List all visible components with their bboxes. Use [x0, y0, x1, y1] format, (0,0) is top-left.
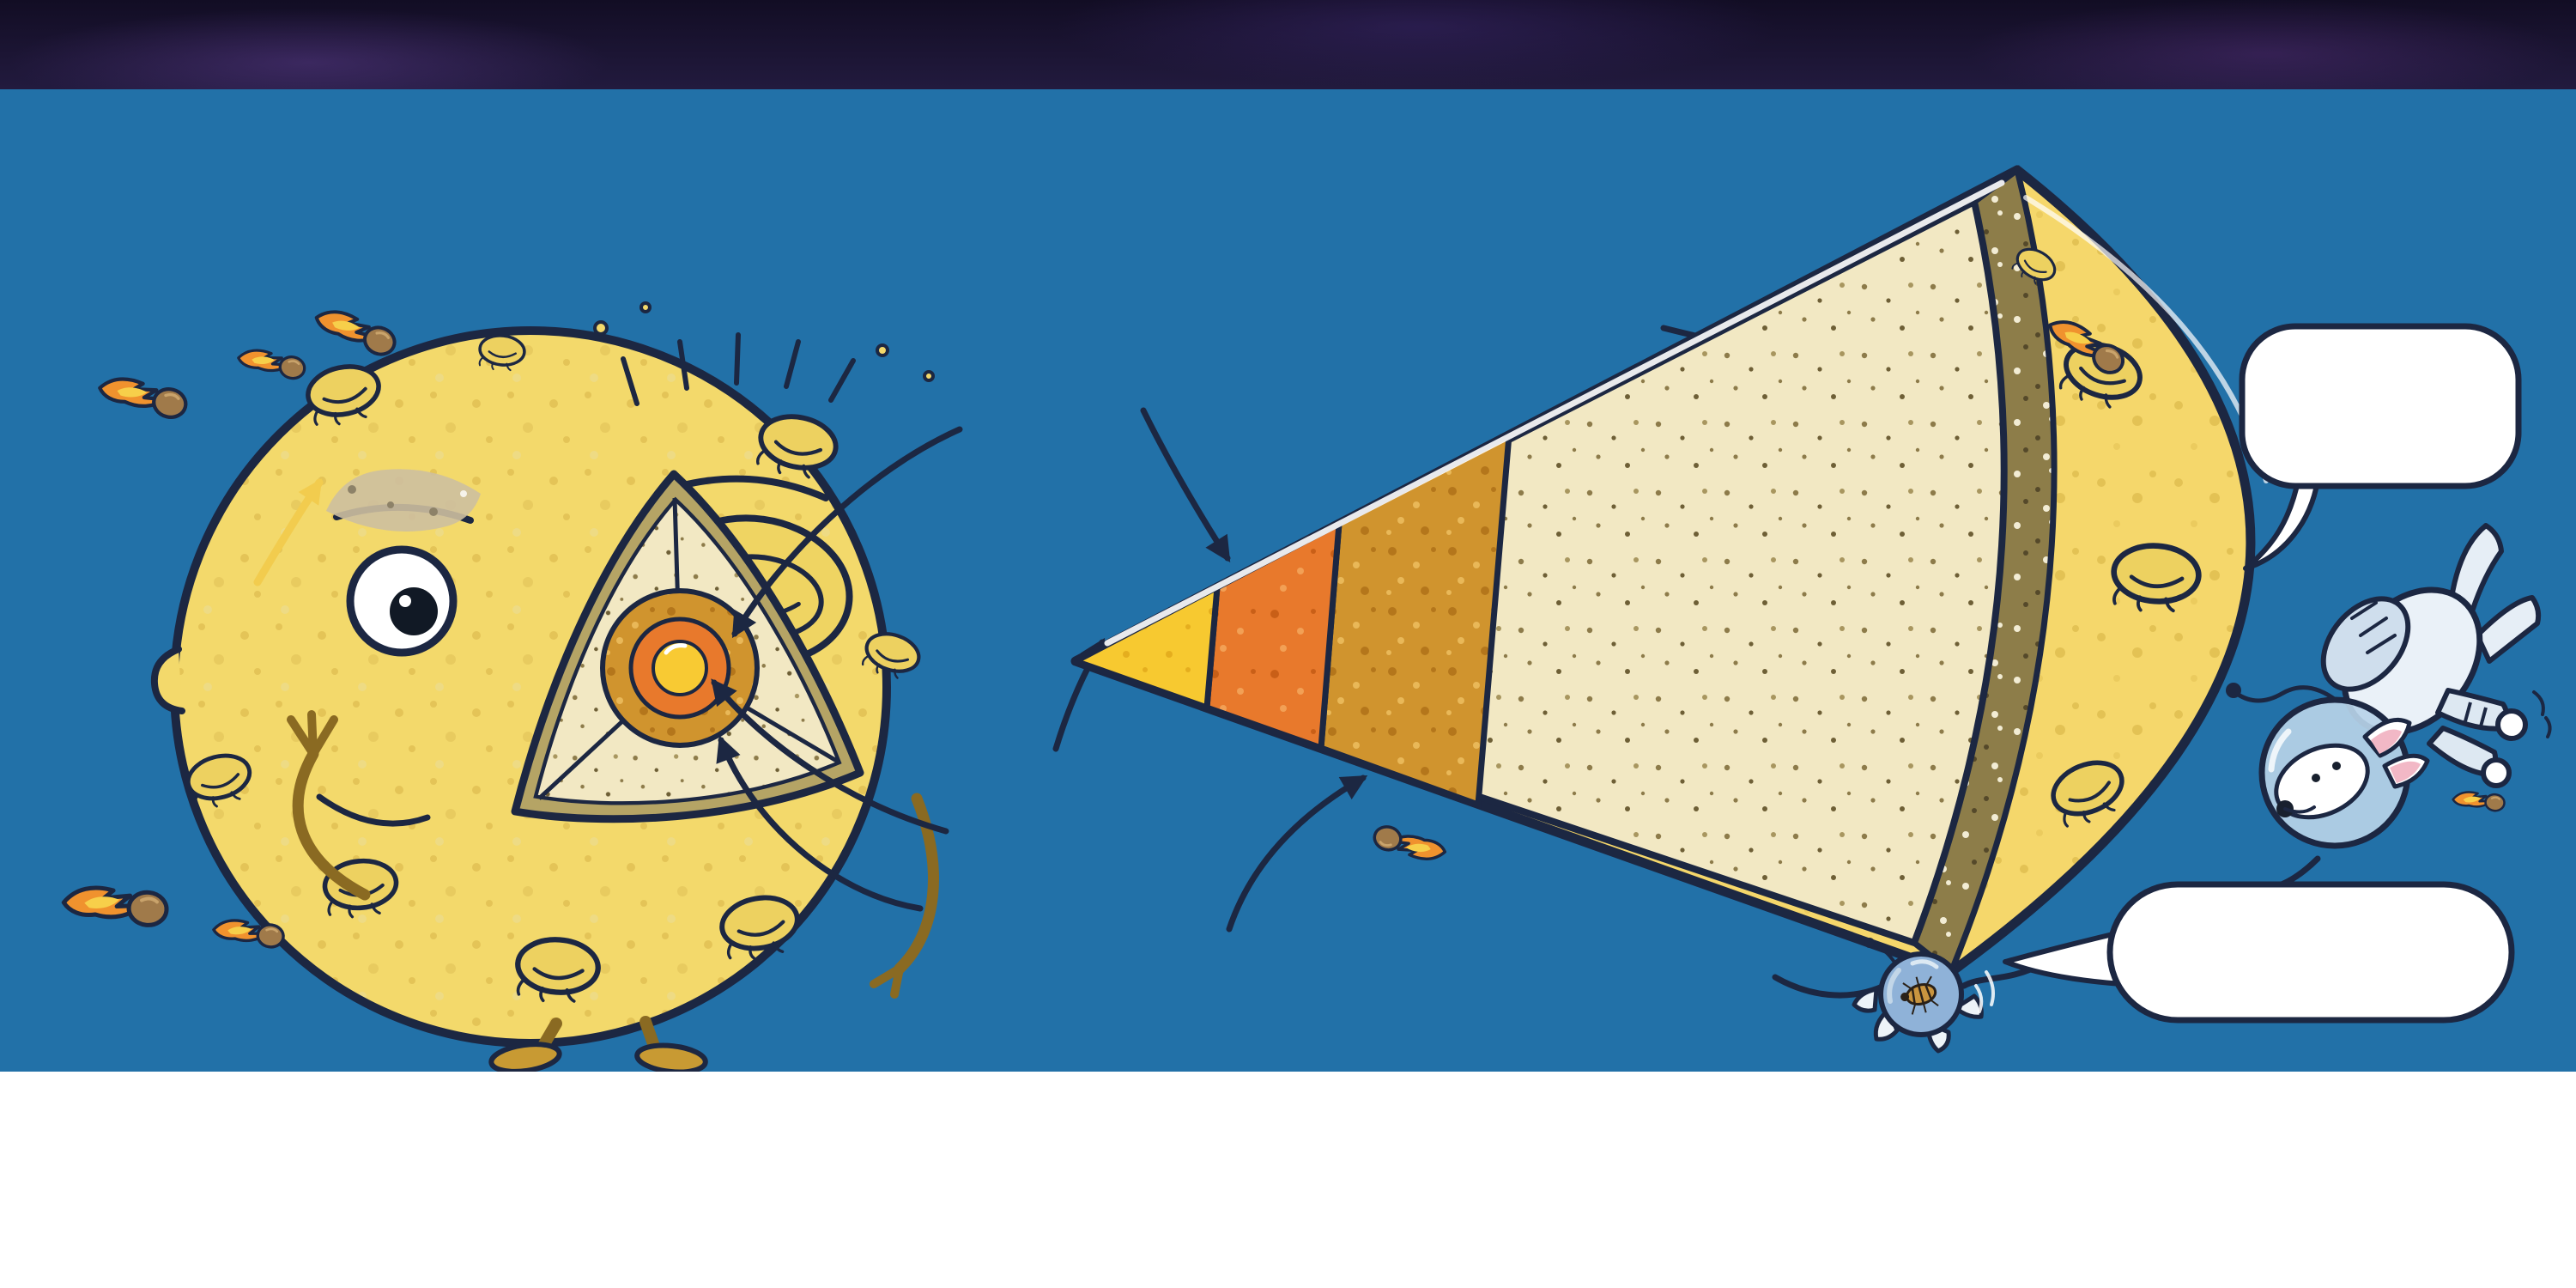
footer-band [0, 1072, 2576, 1288]
mantle-label [1451, 539, 1811, 563]
night-sky-band [0, 0, 2576, 89]
main-panel [0, 89, 2576, 1072]
